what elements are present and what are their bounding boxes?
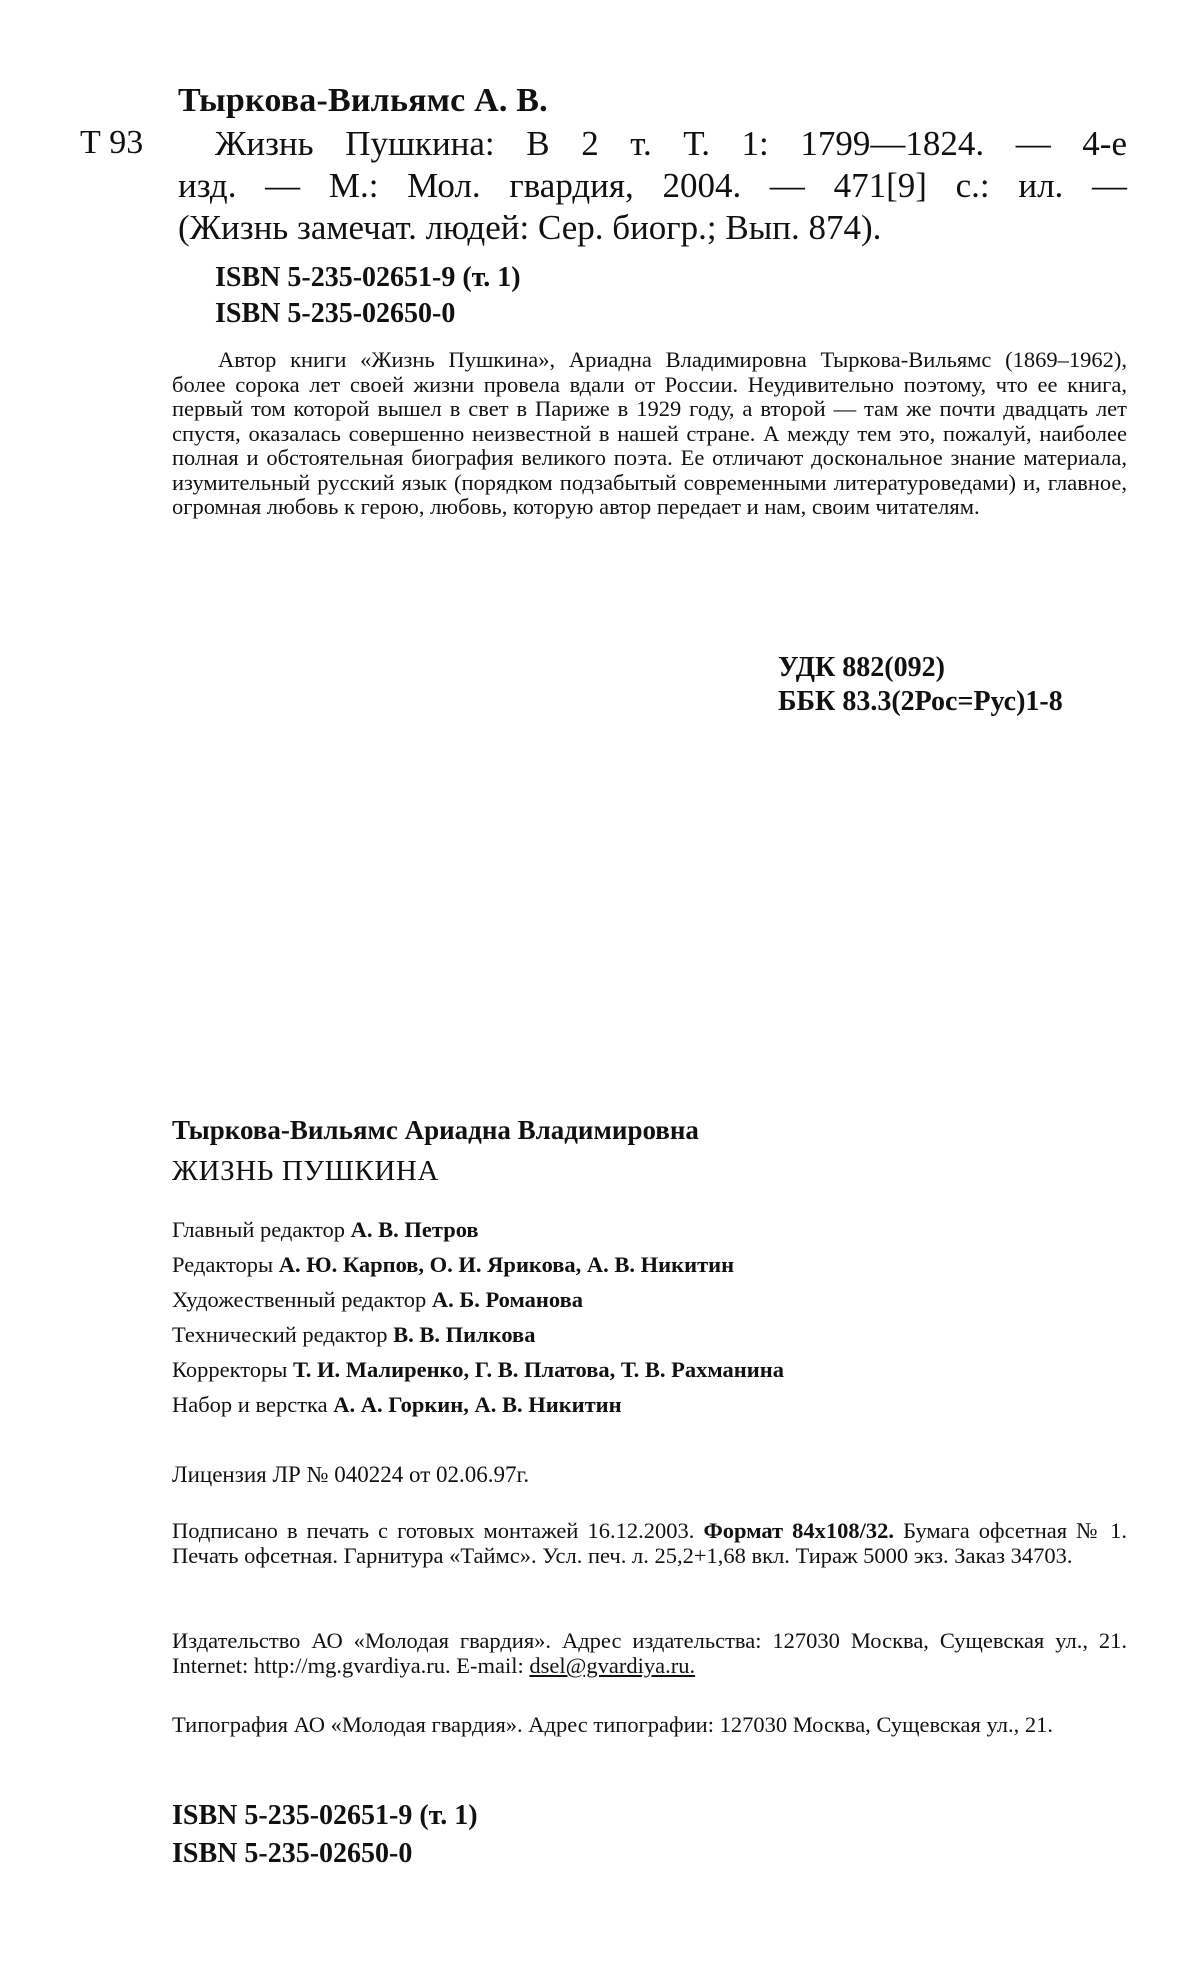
isbn-volume: ISBN 5-235-02651-9 (т. 1) xyxy=(215,262,521,293)
staff-role: Редакторы xyxy=(172,1252,279,1277)
publisher-address: Издательство АО «Молодая гвардия». Адрес издательства: 127030 Москва, Сущевская ул., 21. Internet: http://mg.gvardiya.ru. E-mail: xyxy=(172,1628,1127,1678)
staff-role: Корректоры xyxy=(172,1357,294,1382)
shelf-code: Т 93 xyxy=(80,124,144,161)
print-details-rest: Бумага офсетная № 1. Печать офсетная. Гарнитура «Таймс». Усл. печ. л. 25,2+1,68 вкл. Тираж 5000 экз. Заказ 34703. xyxy=(172,1518,1127,1568)
bibliographic-line-1: Жизнь Пушкина: В 2 т. Т. 1: 1799—1824. — 4-е xyxy=(215,124,1127,163)
imprint-isbn-set: ISBN 5-235-02650-0 xyxy=(172,1838,413,1869)
staff-row-art-editor xyxy=(172,1282,784,1317)
bbk-code: ББК 83.3(2Рос=Рус)1-8 xyxy=(778,686,1063,717)
catalog-author-heading: Тыркова-Вильямс А. В. xyxy=(178,82,548,119)
staff-role: Технический редактор xyxy=(172,1322,394,1347)
publisher-email-link[interactable]: dsel@gvardiya.ru. xyxy=(529,1653,696,1678)
staff-row-technical-editor xyxy=(172,1317,784,1352)
staff-row-editors xyxy=(172,1247,784,1282)
staff-names: В. В. Пилкова xyxy=(393,1322,536,1347)
udk-code: УДК 882(092) xyxy=(778,652,945,683)
print-details xyxy=(172,1518,1127,1568)
imprint-title: ЖИЗНЬ ПУШКИНА xyxy=(172,1155,440,1187)
book-annotation: Автор книги «Жизнь Пушкина», Ариадна Владимировна Тыркова-Вильямс (1869–1962), более сорока лет своей жизни провела вдали от России. Неудивительно поэтому, что ее книга, первый том которой вышел в свет в Париже в 1929 году, а второй — там же почти двадцать лет спустя, оказалась совершенно неизвестной в нашей стране. А между тем это, пожалуй, наиболее полная и обстоятельная биография великого поэта. Ее отличают доскональное знание материала, изумительный русский язык (порядком подзабытый современными литературоведами) и, главное, огромная любовь к герою, любовь, которую автор передает и нам, своим читателям. xyxy=(172,347,1127,519)
imprint-author: Тыркова-Вильямс Ариадна Владимировна xyxy=(172,1115,699,1145)
bibliographic-line-2: изд. — М.: Мол. гвардия, 2004. — 471[9] с.: ил. — xyxy=(178,166,1127,205)
staff-names: А. А. Горкин, А. В. Никитин xyxy=(333,1392,622,1417)
staff-role: Главный редактор xyxy=(172,1217,351,1242)
staff-role: Художественный редактор xyxy=(172,1287,432,1312)
staff-names: А. В. Петров xyxy=(350,1217,479,1242)
print-details-format: Формат 84х108/32. xyxy=(703,1518,895,1543)
print-details-signed: Подписано в печать с готовых монтажей 16.12.2003. xyxy=(172,1518,704,1543)
editorial-staff-list xyxy=(172,1212,784,1422)
staff-names: Т. И. Малиренко, Г. В. Платова, Т. В. Рахманина xyxy=(293,1357,784,1382)
staff-row-chief-editor xyxy=(172,1212,784,1247)
staff-role: Набор и верстка xyxy=(172,1392,334,1417)
publisher-info xyxy=(172,1628,1127,1678)
staff-names: А. Б. Романова xyxy=(431,1287,583,1312)
typography-info: Типография АО «Молодая гвардия». Адрес типографии: 127030 Москва, Сущевская ул., 21. xyxy=(172,1712,1053,1737)
license-number: Лицензия ЛР № 040224 от 02.06.97г. xyxy=(172,1462,530,1487)
staff-row-typesetting xyxy=(172,1387,784,1422)
staff-row-proofreaders xyxy=(172,1352,784,1387)
isbn-set: ISBN 5-235-02650-0 xyxy=(215,298,456,329)
bibliographic-line-3: (Жизнь замечат. людей: Сер. биогр.; Вып. 874). xyxy=(178,208,882,247)
imprint-isbn-volume: ISBN 5-235-02651-9 (т. 1) xyxy=(172,1800,478,1831)
staff-names: А. Ю. Карпов, О. И. Ярикова, А. В. Никитин xyxy=(278,1252,735,1277)
